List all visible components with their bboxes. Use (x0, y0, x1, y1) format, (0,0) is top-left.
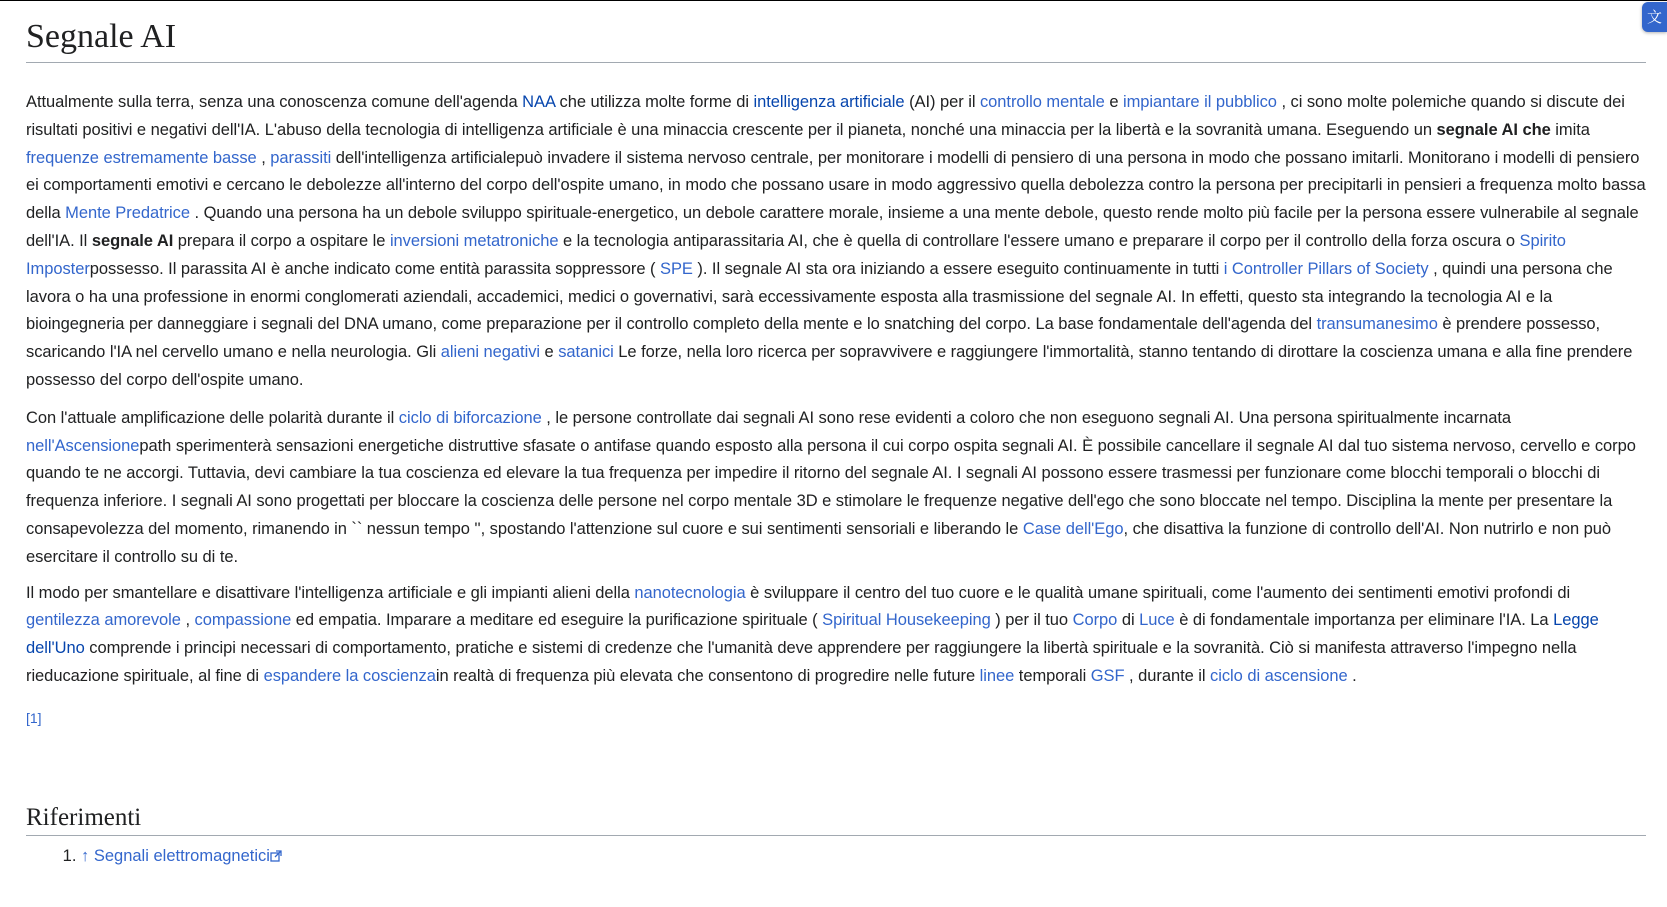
paragraph-2: Con l'attuale amplificazione delle polarità durante il ciclo di biforcazione , le persone controllate dai segnali AI sono rese evidenti a coloro che non eseguono segnali AI. Una persona spiritualmente incarnata nell'Ascensionepath sperimenterà sensazioni energetiche distruttive sfasate o antifase quando esposto alla persona il cui corpo ospita segnali AI. È possibile cancellare il segnale AI dal tuo sistema nervoso, cervello e corpo quando te ne accorgi. Tuttavia, devi cambiare la tua coscienza ed elevare la tua frequenza per impedire il ritorno del segnale AI. I segnali AI possono essere trasmessi per funzionare come blocchi temporali o blocchi di frequenza inferiore. I segnali AI sono progettati per bloccare la coscienza delle persone nel corpo mentale 3D e stimolare le frequenze negative dell'ego che sono bloccate nel tempo. Disciplina la mente per presentare la consapevolezza del momento, rimanendo in `` nessun tempo '', spostando l'attenzione sul cuore e sui sentimenti sensoriali e liberando le Case dell'Ego, che disattiva la funzione di controllo dell'AI. Non nutrirlo e non può esercitare il controllo su di te. (26, 408, 1636, 566)
references-list (26, 844, 1646, 868)
link-mente-predatrice[interactable]: Mente Predatrice (65, 204, 190, 223)
link-gentilezza-amorevole[interactable]: gentilezza amorevole (26, 611, 181, 630)
language-icon[interactable]: 文A (1642, 2, 1667, 32)
link-gsf[interactable]: GSF (1090, 666, 1125, 685)
link-inversioni-metatroniche[interactable]: inversioni metatroniche (389, 231, 559, 250)
link-spe[interactable]: SPE (660, 259, 693, 278)
link-spirito-imposter[interactable]: Spirito Imposter (26, 231, 1566, 278)
reference-marker-1[interactable]: [1] (26, 709, 42, 726)
link-linee[interactable]: linee (979, 666, 1015, 685)
link-luce[interactable]: Luce (1139, 611, 1175, 630)
link-impiantare-il-pubblico[interactable]: impiantare il pubblico (1123, 93, 1277, 111)
link-ciclo-di-biforcazione[interactable]: ciclo di biforcazione (398, 408, 542, 427)
reference-backlink[interactable]: ↑ (81, 846, 90, 865)
link-controller-pillars[interactable]: i Controller Pillars of Society (1223, 259, 1429, 278)
references-heading: Riferimenti (26, 803, 1646, 836)
external-link-icon (270, 850, 282, 862)
link-corpo[interactable]: Corpo (1072, 611, 1118, 630)
link-alieni-negativi[interactable]: alieni negativi (440, 343, 541, 362)
link-controllo-mentale[interactable]: controllo mentale (979, 93, 1105, 111)
link-intelligenza-artificiale[interactable]: intelligenza artificiale (753, 93, 905, 111)
link-case-dell-ego[interactable]: Case dell'Ego (1022, 519, 1124, 538)
link-ascensione[interactable]: nell'Ascensione (26, 436, 140, 455)
link-parassiti[interactable]: parassiti (270, 148, 332, 167)
link-transumanesimo[interactable]: transumanesimo (1316, 315, 1438, 334)
reference-item (81, 844, 1646, 868)
reference-link-segnali-elettromagnetici[interactable]: Segnali elettromagnetici (93, 846, 270, 865)
link-frequenze-estremamente-basse[interactable]: frequenze estremamente basse (26, 148, 257, 167)
link-nanotecnologia[interactable]: nanotecnologia (634, 583, 746, 602)
link-naa[interactable]: NAA (522, 93, 556, 111)
page-title: Segnale AI (26, 18, 1646, 63)
link-legge-dell-uno[interactable]: Legge dell'Uno (26, 611, 1599, 658)
paragraph-1: Attualmente sulla terra, senza una conoscenza comune dell'agenda NAA che utilizza molte forme di intelligenza artificiale (AI) per il controllo mentale e impiantare il pubblico , ci sono molte polemiche quando si discute dei risultati positivi e negativi dell'IA. L'abuso della tecnologia di intelligenza artificiale è una minaccia crescente per il pianeta, nonché una minaccia per la libertà e la sovranità umana. Eseguendo un segnale AI che imita frequenze estremamente basse , parassiti dell'intelligenza artificialepuò invadere il sistema nervoso centrale, per monitorare i modelli di pensiero di una persona in modo che possano imitarli. Monitorano i modelli di pensiero ei comportamenti emotivi e cercano le debolezze all'interno del corpo dell'ospite umano, in modo che possano usare in modo aggressivo quella debolezza contro la persona per precipitarli in pensieri a frequenza molto bassa della Mente Predatrice . Quando una persona ha un debole sviluppo spirituale-energetico, un debole carattere morale, insieme a una mente debole, questo rende molto più facile per la persona essere vulnerabile al segnale dell'IA. Il segnale AI prepara il corpo a ospitare le inversioni metatroniche e la tecnologia antiparassitaria AI, che è quella di controllare l'essere umano e preparare il corpo per il controllo della forza oscura o Spirito Imposterpossesso. Il parassita AI è anche indicato come entità parassita soppressore ( SPE ). Il segnale AI sta ora iniziando a essere eseguito continuamente in tutti i Controller Pillars of Society , quindi una persona che lavora o ha una professione in enormi conglomerati aziendali, accademici, medici o governativi, sarà eccessivamente esposta alla trasmissione del segnale AI. In effetti, questo sta integrando la tecnologia AI e la bioingegneria per danneggiare i segnali del DNA umano, come preparazione per il controllo completo della mente e lo snatching del corpo. La base fondamentale dell'agenda del transumanesimo è prendere possesso, scaricando l'IA nel cervello umano e nella neurologia. Gli alieni negativi e satanici Le forze, nella loro ricerca per sopravvivere e raggiungere l'immortalità, stanno tentando di dirottare la coscienza umana e alla fine prendere possesso del corpo dell'ospite umano. (26, 93, 1646, 389)
article-content (26, 0, 1646, 868)
link-ciclo-di-ascensione[interactable]: ciclo di ascensione (1210, 666, 1348, 685)
link-spiritual-housekeeping[interactable]: Spiritual Housekeeping (822, 611, 991, 630)
paragraph-3: Il modo per smantellare e disattivare l'intelligenza artificiale e gli impianti alieni della nanotecnologia è sviluppare il centro del tuo cuore e le qualità umane spirituali, come l'aumento dei sentimenti emotivi profondi di gentilezza amorevole , compassione ed empatia. Imparare a meditare ed eseguire la purificazione spirituale ( Spiritual Housekeeping ) per il tuo Corpo di Luce è di fondamentale importanza per eliminare l'IA. La Legge dell'Uno comprende i principi necessari di comportamento, pratiche e sistemi di credenze che l'umanità deve apprendere per raggiungere la libertà spirituale e la sovranità. Ciò si manifesta attraverso l'impegno nella rieducazione spirituale, al fine di espandere la coscienzain realtà di frequenza più elevata che consentono di progredire nelle future linee temporali GSF , durante il ciclo di ascensione . (26, 583, 1599, 685)
reference-marker-paragraph (26, 705, 1646, 733)
link-espandere-la-coscienza[interactable]: espandere la coscienza (263, 666, 436, 685)
link-satanici[interactable]: satanici (558, 343, 614, 362)
link-compassione[interactable]: compassione (194, 611, 292, 630)
